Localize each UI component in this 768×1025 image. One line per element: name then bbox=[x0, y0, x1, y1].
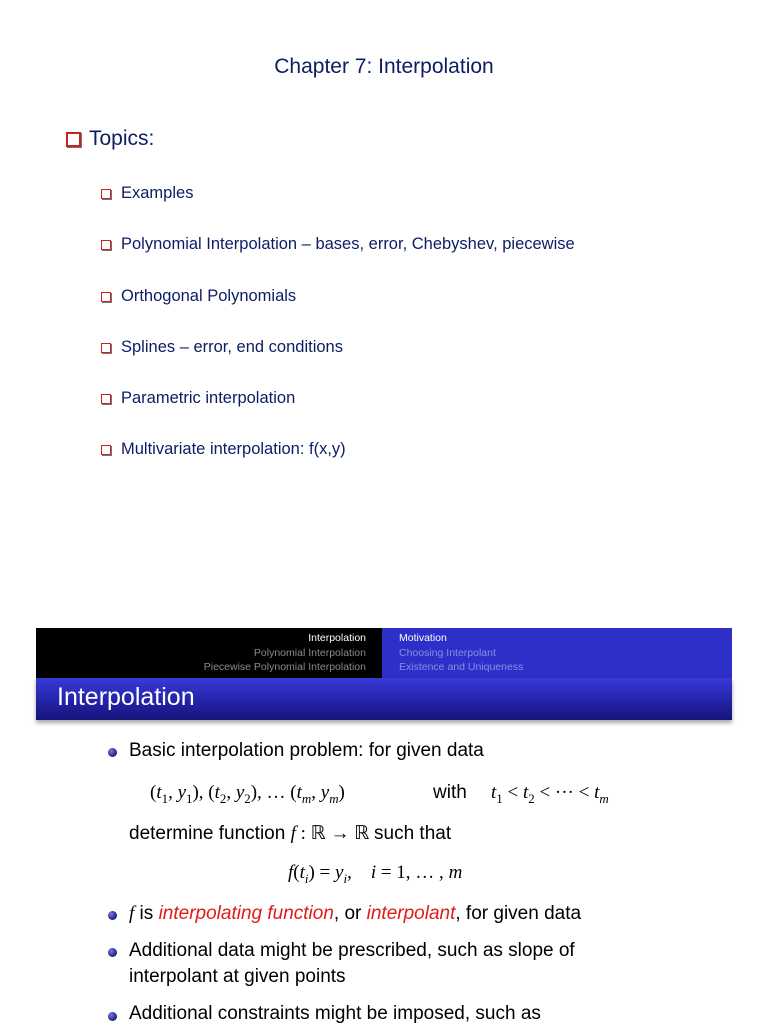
nav-subsection-existence[interactable]: Existence and Uniqueness bbox=[399, 661, 524, 673]
ball-bullet-icon bbox=[108, 748, 117, 757]
nav-section-piecewise[interactable]: Piecewise Polynomial Interpolation bbox=[203, 661, 366, 673]
list-item bbox=[101, 338, 343, 357]
topic-text: Examples bbox=[121, 184, 194, 202]
checkbox-bullet-icon bbox=[101, 394, 111, 404]
with-word: with bbox=[433, 782, 467, 803]
beamer-navigation bbox=[36, 628, 732, 678]
topics-heading bbox=[66, 127, 154, 151]
ball-bullet-icon bbox=[108, 911, 117, 920]
subsection-nav bbox=[382, 628, 732, 678]
nav-subsection-choosing[interactable]: Choosing Interpolant bbox=[399, 646, 496, 659]
list-item bbox=[101, 287, 296, 306]
chapter-title: Chapter 7: Interpolation bbox=[274, 55, 494, 78]
nav-subsection-motivation[interactable]: Motivation bbox=[399, 632, 447, 644]
bullet-text: f is interpolating function, or interpolant, for given data bbox=[129, 903, 582, 924]
term-interpolating-function: interpolating function bbox=[158, 903, 334, 924]
nav-section-polynomial[interactable]: Polynomial Interpolation bbox=[253, 646, 366, 659]
term-interpolant: interpolant bbox=[366, 903, 456, 924]
b2-tail: , for given data bbox=[455, 903, 582, 924]
topic-text: Orthogonal Polynomials bbox=[121, 287, 297, 305]
interpolation-condition: $f(t_i) = y_i$, i = 1, … , m bbox=[288, 862, 463, 886]
topic-text: Polynomial Interpolation – bases, error, Chebyshev, piecewise bbox=[121, 235, 575, 253]
checkbox-bullet-icon bbox=[101, 343, 111, 353]
topic-text: Multivariate interpolation: f(x,y) bbox=[121, 440, 346, 458]
list-item bbox=[101, 235, 575, 254]
checkbox-bullet-icon bbox=[101, 189, 111, 199]
determine-line: determine function f : ℝ → ℝ such that bbox=[129, 823, 452, 844]
such-that: such that bbox=[374, 823, 452, 844]
checkbox-bullet-icon bbox=[66, 132, 81, 147]
checkbox-bullet-icon bbox=[101, 445, 111, 455]
ball-bullet-icon bbox=[108, 1012, 117, 1021]
frame-title: Interpolation bbox=[57, 683, 195, 711]
b2-or: , or bbox=[333, 903, 367, 924]
list-item bbox=[101, 440, 346, 459]
topic-text: Splines – error, end conditions bbox=[121, 338, 343, 356]
ordering-equation: $t_1 < t_2$ < ··· < $t_m$ bbox=[491, 782, 609, 806]
bullet-text: Additional data might be prescribed, such as slope of bbox=[129, 940, 575, 961]
checkbox-bullet-icon bbox=[101, 240, 111, 250]
b2-is: is bbox=[134, 903, 159, 924]
checkbox-bullet-icon bbox=[101, 292, 111, 302]
determine-prefix: determine function bbox=[129, 823, 286, 844]
ball-bullet-icon bbox=[108, 948, 117, 957]
bullet-text: Basic interpolation problem: for given data bbox=[129, 740, 484, 761]
list-item bbox=[101, 184, 193, 203]
bullet-text-continued: interpolant at given points bbox=[129, 966, 346, 987]
frame-title-bar bbox=[36, 678, 732, 720]
topics-label: Topics: bbox=[89, 127, 155, 150]
section-nav bbox=[36, 628, 382, 678]
data-points-equation: ($t_1$, $y_1$), ($t_2$, $y_2$), … ($t_m$, $y_m$) bbox=[150, 782, 345, 806]
nav-section-interpolation[interactable]: Interpolation bbox=[308, 632, 366, 644]
list-item bbox=[101, 389, 295, 408]
bullet-text: Additional constraints might be imposed, such as bbox=[129, 1003, 541, 1024]
topic-text: Parametric interpolation bbox=[121, 389, 296, 407]
